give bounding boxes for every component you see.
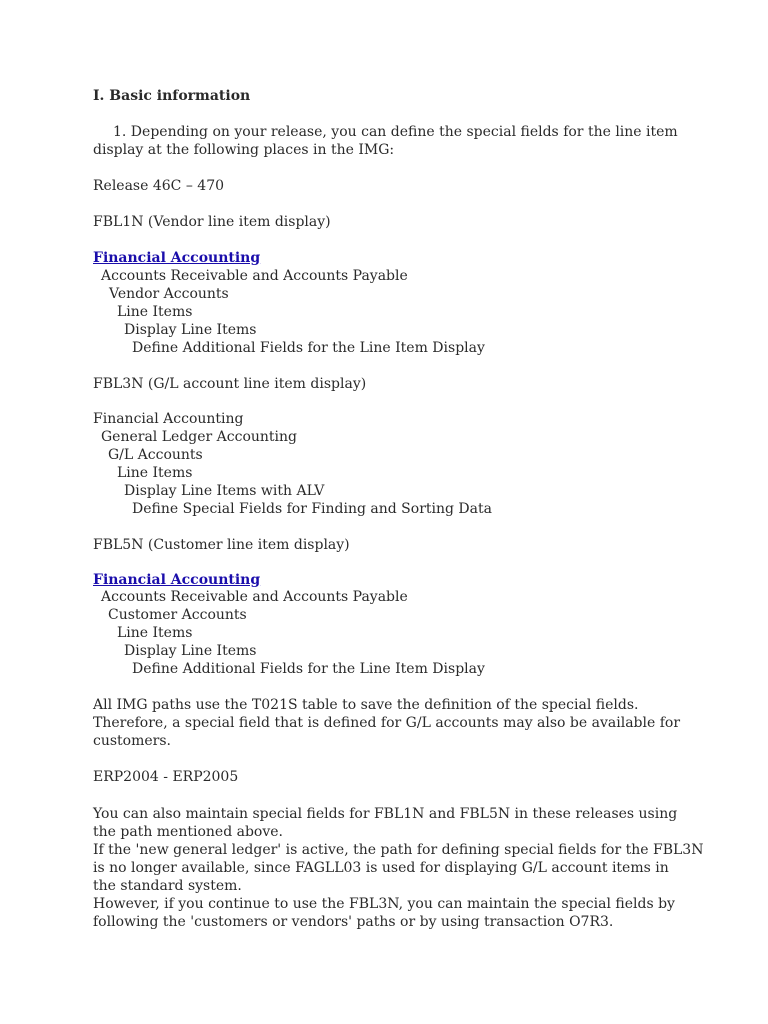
release-label: Release 46C – 470 (93, 178, 225, 194)
gl-path-level-1: General Ledger Accounting (101, 429, 298, 445)
intro-line-2: display at the following places in the IMG: (93, 142, 395, 158)
vendor-title: FBL1N (Vendor line item display) (93, 214, 331, 230)
gl-path-level-0: Financial Accounting (93, 411, 244, 427)
erp-note-line-4: is no longer available, since FAGLL03 is used for displaying G/L account items in (93, 860, 669, 876)
vendor-path-level-5: Define Additional Fields for the Line Item Display (132, 340, 485, 356)
erp-release-label: ERP2004 - ERP2005 (93, 769, 239, 785)
customer-path-financial-accounting-link[interactable]: Financial Accounting (93, 572, 261, 588)
gl-title: FBL3N (G/L account line item display) (93, 376, 367, 392)
vendor-path-level-4: Display Line Items (124, 322, 257, 338)
t021s-note-line-1: All IMG paths use the T021S table to save the definition of the special fields. (93, 697, 639, 713)
customer-path-level-2: Customer Accounts (108, 607, 247, 623)
customer-path-level-4: Display Line Items (124, 643, 257, 659)
customer-path-level-3: Line Items (117, 625, 193, 641)
erp-note-line-7: following the 'customers or vendors' paths or by using transaction O7R3. (93, 914, 614, 930)
erp-note-line-5: the standard system. (93, 878, 242, 894)
erp-note-line-6: However, if you continue to use the FBL3N, you can maintain the special fields by (93, 896, 675, 912)
customer-path-level-5: Define Additional Fields for the Line Item Display (132, 661, 485, 677)
section-heading: I. Basic information (93, 88, 251, 104)
erp-note-line-2: the path mentioned above. (93, 824, 283, 840)
gl-path-level-2: G/L Accounts (108, 447, 203, 463)
customer-title: FBL5N (Customer line item display) (93, 537, 350, 553)
erp-note-line-1: You can also maintain special fields for FBL1N and FBL5N in these releases using (93, 806, 678, 822)
gl-path-level-5: Define Special Fields for Finding and Sorting Data (132, 501, 492, 517)
vendor-path-level-3: Line Items (117, 304, 193, 320)
vendor-path-financial-accounting-link[interactable]: Financial Accounting (93, 250, 261, 266)
t021s-note-line-3: customers. (93, 733, 171, 749)
gl-path-level-3: Line Items (117, 465, 193, 481)
vendor-path-level-2: Vendor Accounts (109, 286, 229, 302)
vendor-path-level-1: Accounts Receivable and Accounts Payable (101, 268, 408, 284)
intro-line-1: 1. Depending on your release, you can define the special fields for the line item (113, 124, 678, 140)
gl-path-level-4: Display Line Items with ALV (124, 483, 325, 499)
erp-note-line-3: If the 'new general ledger' is active, the path for defining special fields for the FBL3N (93, 842, 704, 858)
t021s-note-line-2: Therefore, a special field that is defined for G/L accounts may also be available for (93, 715, 681, 731)
customer-path-level-1: Accounts Receivable and Accounts Payable (101, 589, 408, 605)
